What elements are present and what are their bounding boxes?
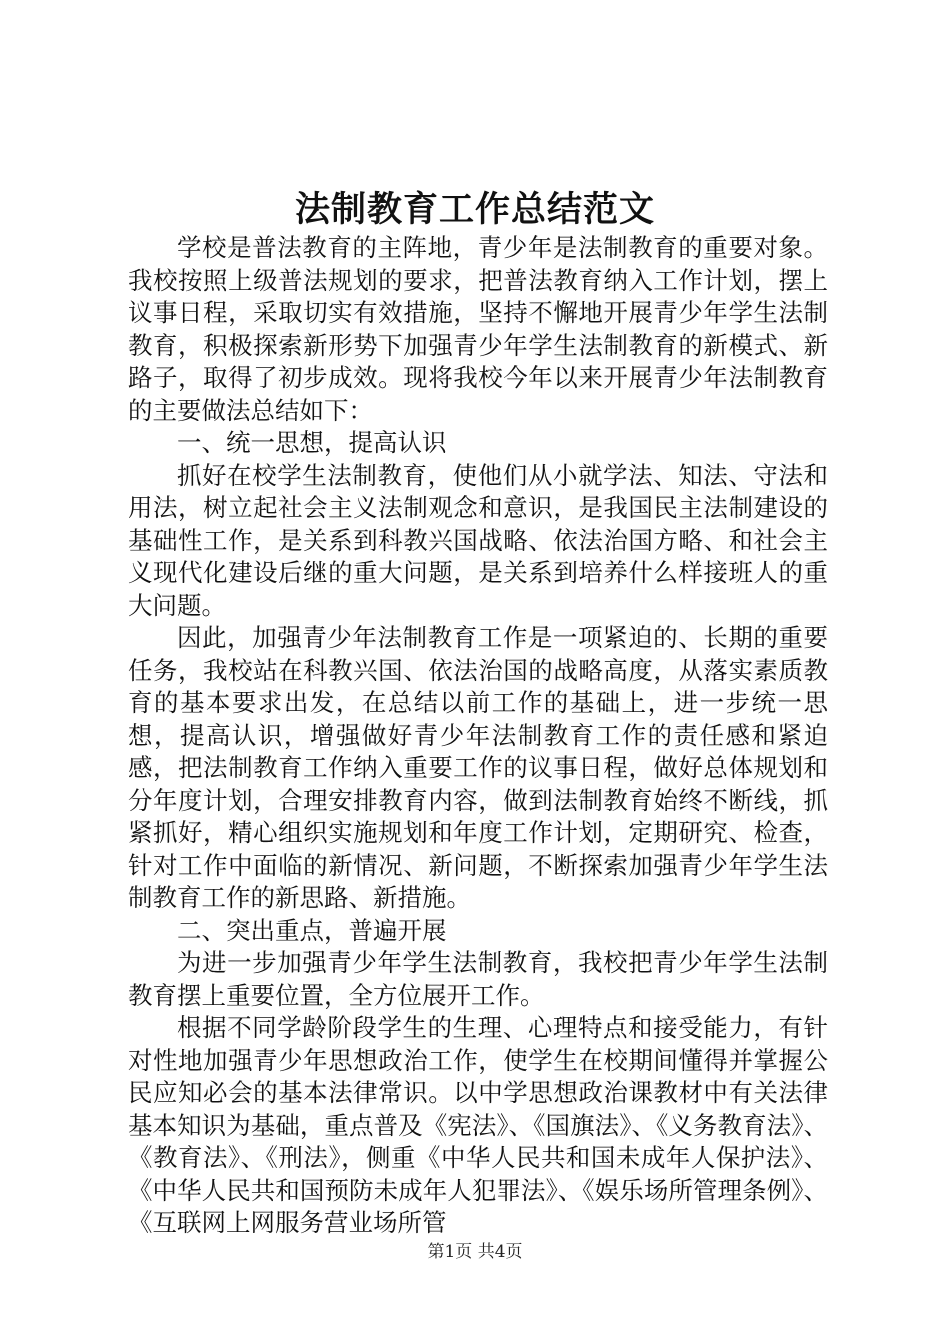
paragraph-section1-b: 因此，加强青少年法制教育工作是一项紧迫的、长期的重要任务，我校站在科教兴国、依法治国的战略高度，从落实素质教育的基本要求出发，在总结以前工作的基础上，进一步统一思想，提高认识，增强做好青少年法制教育工作的责任感和紧迫感，把法制教育工作纳入重要工作的议事日程，做好总体规划和分年度计划，合理安排教育内容，做到法制教育始终不断线，抓紧抓好，精心组织实施规划和年度工作计划，定期研究、检查，针对工作中面临的新情况、新问题，不断探索加强青少年学生法制教育工作的新思路、新措施。 <box>128 623 828 912</box>
paragraph-section2-a: 为进一步加强青少年学生法制教育，我校把青少年学生法制教育摆上重要位置，全方位展开工作。 <box>128 948 828 1010</box>
paragraph-section1-a: 抓好在校学生法制教育，使他们从小就学法、知法、守法和用法，树立起社会主义法制观念和意识，是我国民主法制建设的基础性工作，是关系到科教兴国战略、依法治国方略、和社会主义现代化建设后继的重大问题，是关系到培养什么样接班人的重大问题。 <box>128 460 828 620</box>
paragraph-intro: 学校是普法教育的主阵地，青少年是法制教育的重要对象。我校按照上级普法规划的要求，把普法教育纳入工作计划，摆上议事日程，采取切实有效措施，坚持不懈地开展青少年学生法制教育，积极探索新形势下加强青少年学生法制教育的新模式、新路子，取得了初步成效。现将我校今年以来开展青少年法制教育的主要做法总结如下： <box>128 233 828 425</box>
section-heading-2: 二、突出重点，普遍开展 <box>177 915 447 945</box>
document-title: 法制教育工作总结范文 <box>294 190 655 230</box>
paragraph-section2-b: 根据不同学龄阶段学生的生理、心理特点和接受能力，有针对性地加强青少年思想政治工作，使学生在校期间懂得并掌握公民应知必会的基本法律常识。以中学思想政治课教材中有关法律基本知识为基础，重点普及《宪法》、《国旗法》、《义务教育法》、《教育法》、《刑法》，侧重《中华人民共和国未成年人保护法》、《中华人民共和国预防未成年人犯罪法》、《娱乐场所管理条例》、《互联网上网服务营业场所管 <box>128 1013 828 1237</box>
section-heading-1: 一、统一思想，提高认识 <box>177 428 447 457</box>
page-footer: 第1页 共4页 <box>427 1242 523 1262</box>
document-body <box>128 232 828 1240</box>
